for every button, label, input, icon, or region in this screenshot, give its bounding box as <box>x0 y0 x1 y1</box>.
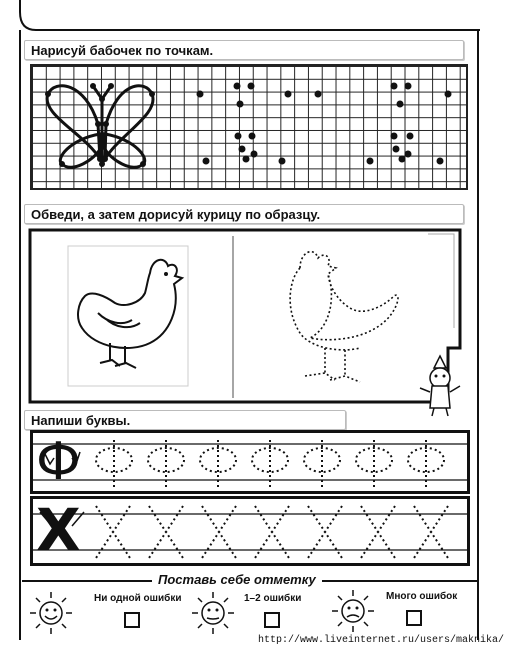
sun-smile-icon <box>28 590 74 636</box>
chicken-sample-icon <box>70 248 190 388</box>
rating-option-no-errors-label: Ни одной ошибки <box>94 593 182 604</box>
sun-sad-icon <box>330 588 376 634</box>
rating-option-few-errors-label: 1–2 ошибки <box>244 593 302 604</box>
task-butterfly-title: Нарисуй бабочек по точкам. <box>24 40 464 60</box>
checkbox-no-errors[interactable] <box>124 612 140 628</box>
task-chicken-title: Обведи, а затем дорисуй курицу по образцу. <box>24 204 464 224</box>
butterfly-drawing <box>30 64 468 190</box>
letter-kha-sample: Х <box>36 496 81 564</box>
footer-url: http://www.liveinternet.ru/users/maknika/ <box>258 635 505 646</box>
pencil-mascot-icon <box>418 352 464 418</box>
letter-tracing-lines <box>30 430 470 566</box>
rating-option-many-errors-label: Много ошибок <box>386 591 458 602</box>
rating-title: Поставь себе отметку <box>152 572 322 587</box>
sun-neutral-icon <box>190 590 236 636</box>
checkbox-few-errors[interactable] <box>264 612 280 628</box>
letter-ef-sample: Ф <box>36 432 81 492</box>
chicken-dotted-outline-icon <box>270 238 420 398</box>
task-letters-title: Напиши буквы. <box>24 410 346 430</box>
checkbox-many-errors[interactable] <box>406 610 422 626</box>
